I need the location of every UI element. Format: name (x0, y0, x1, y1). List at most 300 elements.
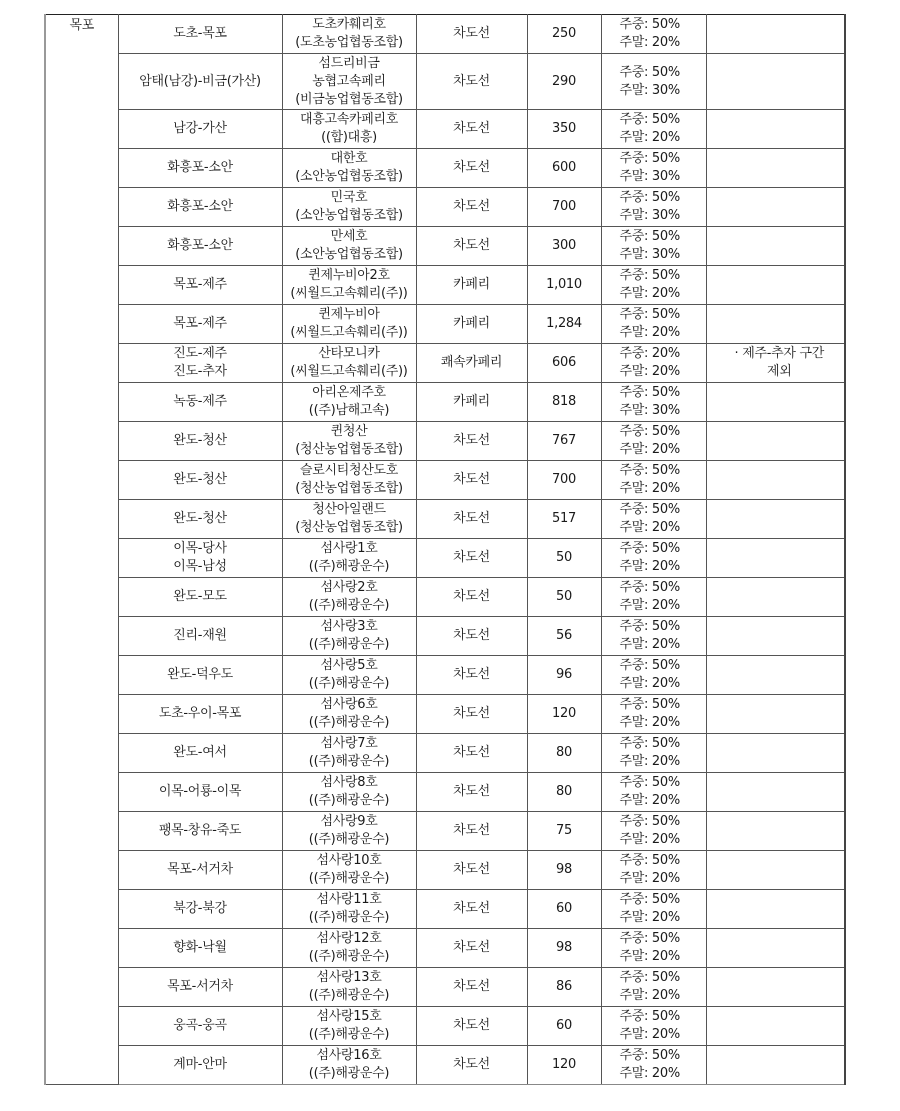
vessel-cell-line: 섬사랑3호 (320, 619, 378, 634)
route-cell (118, 227, 282, 266)
vessel-type-cell: 차도선 (416, 734, 527, 773)
vessel-cell-line: 섬사랑13호 (316, 970, 382, 985)
vessel-cell (282, 110, 416, 149)
route-cell-line: 이목-남성 (173, 559, 227, 574)
note-cell (706, 734, 845, 773)
table-row (45, 266, 845, 305)
vessel-cell-line: 섬드리비금 (318, 55, 380, 71)
region-cell: 목포 (45, 15, 118, 1085)
route-cell (118, 188, 282, 227)
vessel-cell-line: 퀸제누비아2호 (308, 268, 390, 283)
tonnage-cell: 250 (527, 15, 601, 54)
vessel-cell (282, 1046, 416, 1085)
tonnage-cell: 700 (527, 188, 601, 227)
discount-cell-line: 주말: 20% (619, 598, 680, 613)
note-cell (706, 773, 845, 812)
table-row (45, 1046, 845, 1085)
tonnage-cell: 767 (527, 422, 601, 461)
vessel-cell (282, 188, 416, 227)
vessel-cell-line: 대한호 (330, 151, 368, 166)
discount-cell (601, 305, 706, 344)
discount-cell-line: 주말: 20% (619, 676, 680, 691)
vessel-cell-line: ((주)해광운수) (308, 559, 390, 574)
route-cell (118, 149, 282, 188)
discount-cell (601, 1007, 706, 1046)
discount-cell-line: 주말: 20% (619, 325, 680, 340)
route-cell-line: 진도-추자 (173, 364, 227, 379)
tonnage-cell: 818 (527, 383, 601, 422)
table-row (45, 383, 845, 422)
table-row (45, 188, 845, 227)
discount-cell-line: 주말: 20% (619, 832, 680, 847)
note-cell (706, 15, 845, 54)
discount-cell-line: 주중: 50% (619, 268, 680, 283)
vessel-cell-line: (도초농업협동조합) (295, 35, 403, 50)
discount-cell-line: 주중: 50% (619, 580, 680, 595)
vessel-cell-line: 섬사랑8호 (320, 775, 378, 790)
vessel-cell (282, 1007, 416, 1046)
table-row (45, 578, 845, 617)
discount-cell-line: 주말: 30% (619, 169, 680, 184)
route-cell-line: 계마-안마 (173, 1057, 227, 1072)
vessel-cell-line: ((주)해광운수) (308, 598, 390, 613)
table-row (45, 461, 845, 500)
vessel-cell-line: 섬사랑16호 (316, 1048, 382, 1063)
vessel-type-cell: 차도선 (416, 773, 527, 812)
vessel-cell (282, 734, 416, 773)
route-cell-line: 이목-당사 (173, 541, 227, 556)
vessel-cell-line: ((주)해광운수) (308, 1066, 390, 1081)
vessel-type-cell: 차도선 (416, 656, 527, 695)
discount-cell-line: 주말: 20% (619, 559, 680, 574)
vessel-cell-line: 섬사랑9호 (320, 814, 378, 829)
tonnage-cell: 290 (527, 54, 601, 110)
table-row (45, 15, 845, 54)
vessel-type-cell: 카페리 (416, 383, 527, 422)
vessel-cell-line: 섬사랑12호 (316, 931, 382, 946)
route-cell (118, 929, 282, 968)
discount-cell-line: 주중: 50% (619, 151, 680, 166)
vessel-cell-line: ((주)해광운수) (308, 910, 390, 925)
discount-cell-line: 주중: 50% (619, 1009, 680, 1024)
discount-cell-line: 주말: 20% (619, 442, 680, 457)
tonnage-cell: 600 (527, 149, 601, 188)
vessel-cell-line: ((주)해광운수) (308, 715, 390, 730)
vessel-cell-line: 대흥고속카페리호 (299, 112, 399, 127)
table-row (45, 773, 845, 812)
route-cell-line: 웅곡-웅곡 (173, 1018, 227, 1033)
tonnage-cell: 86 (527, 968, 601, 1007)
discount-cell (601, 617, 706, 656)
vessel-cell-line: 민국호 (330, 190, 368, 205)
discount-cell (601, 149, 706, 188)
table-row (45, 1007, 845, 1046)
vessel-cell (282, 383, 416, 422)
vessel-cell (282, 812, 416, 851)
vessel-type-cell: 차도선 (416, 812, 527, 851)
tonnage-cell: 606 (527, 344, 601, 383)
note-cell (706, 851, 845, 890)
discount-cell-line: 주말: 30% (619, 208, 680, 223)
vessel-cell (282, 578, 416, 617)
note-cell (706, 305, 845, 344)
note-cell (706, 266, 845, 305)
route-cell (118, 383, 282, 422)
note-cell (706, 1007, 845, 1046)
discount-cell-line: 주말: 20% (619, 35, 680, 50)
vessel-cell-line: ((주)해광운수) (308, 949, 390, 964)
route-cell-line: 진리-재원 (173, 628, 227, 643)
route-cell-line: 완도-청산 (173, 433, 227, 448)
vessel-cell (282, 617, 416, 656)
tonnage-cell: 60 (527, 890, 601, 929)
tonnage-cell: 120 (527, 1046, 601, 1085)
tonnage-cell: 120 (527, 695, 601, 734)
vessel-cell-line: ((주)해광운수) (308, 871, 390, 886)
discount-cell-line: 주말: 20% (619, 520, 680, 535)
note-cell (706, 383, 845, 422)
vessel-cell-line: (청산농업협동조합) (295, 481, 403, 496)
vessel-cell (282, 149, 416, 188)
discount-cell-line: 주말: 30% (619, 247, 680, 262)
discount-cell (601, 422, 706, 461)
vessel-cell (282, 851, 416, 890)
vessel-type-cell: 카페리 (416, 266, 527, 305)
vessel-cell (282, 890, 416, 929)
route-cell (118, 968, 282, 1007)
vessel-type-cell: 차도선 (416, 851, 527, 890)
route-cell-line: 목포-제주 (173, 316, 227, 331)
note-cell-line: 제외 (766, 364, 792, 379)
discount-cell-line: 주중: 50% (619, 970, 680, 985)
note-cell (706, 929, 845, 968)
note-cell (706, 539, 845, 578)
discount-cell (601, 656, 706, 695)
vessel-type-cell: 차도선 (416, 890, 527, 929)
vessel-cell-line: 퀸청산 (330, 424, 368, 439)
discount-cell-line: 주중: 50% (619, 385, 680, 400)
table-row (45, 812, 845, 851)
table-body (45, 15, 845, 1085)
discount-cell-line: 주말: 20% (619, 364, 680, 379)
route-cell-line: 팽목-창유-죽도 (158, 823, 242, 838)
tonnage-cell: 80 (527, 773, 601, 812)
tonnage-cell: 517 (527, 500, 601, 539)
vessel-cell (282, 422, 416, 461)
discount-cell-line: 주말: 20% (619, 988, 680, 1003)
route-cell-line: 이목-어룡-이목 (158, 784, 242, 799)
tonnage-cell: 56 (527, 617, 601, 656)
vessel-cell (282, 54, 416, 110)
route-cell-line: 완도-모도 (173, 589, 227, 604)
discount-cell-line: 주말: 20% (619, 130, 680, 145)
vessel-cell-line: ((합)대흥) (321, 130, 377, 145)
discount-cell-line: 주중: 50% (619, 619, 680, 634)
note-cell (706, 578, 845, 617)
route-cell-line: 완도-청산 (173, 511, 227, 526)
note-cell (706, 227, 845, 266)
note-cell (706, 344, 845, 383)
vessel-cell (282, 695, 416, 734)
route-cell-line: 화흥포-소안 (167, 199, 233, 214)
tonnage-cell: 350 (527, 110, 601, 149)
vessel-type-cell: 차도선 (416, 15, 527, 54)
note-cell (706, 968, 845, 1007)
discount-cell-line: 주말: 20% (619, 949, 680, 964)
discount-cell-line: 주말: 20% (619, 871, 680, 886)
discount-cell-line: 주중: 50% (619, 541, 680, 556)
route-cell (118, 110, 282, 149)
vessel-cell-line: (소안농업협동조합) (295, 247, 403, 262)
vessel-type-cell: 차도선 (416, 227, 527, 266)
vessel-cell-line: 섬사랑6호 (320, 697, 378, 712)
discount-cell-line: 주중: 20% (619, 346, 680, 361)
vessel-cell-line: 섬사랑7호 (320, 736, 378, 751)
vessel-cell (282, 305, 416, 344)
table-row (45, 656, 845, 695)
route-cell (118, 851, 282, 890)
discount-cell-line: 주중: 50% (619, 931, 680, 946)
route-cell-line: 남강-가산 (173, 121, 227, 136)
discount-cell-line: 주말: 20% (619, 754, 680, 769)
route-cell (118, 890, 282, 929)
route-cell (118, 656, 282, 695)
vessel-type-cell: 차도선 (416, 149, 527, 188)
discount-cell (601, 890, 706, 929)
vessel-cell-line: (소안농업협동조합) (295, 208, 403, 223)
vessel-cell-line: 섬사랑1호 (320, 541, 378, 556)
vessel-cell (282, 656, 416, 695)
vessel-cell-line: ((주)해광운수) (308, 754, 390, 769)
discount-cell-line: 주말: 30% (619, 82, 680, 98)
route-cell-line: 화흥포-소안 (167, 160, 233, 175)
discount-cell-line: 주말: 20% (619, 481, 680, 496)
vessel-cell-line: 퀸제누비아 (318, 307, 380, 322)
route-cell (118, 812, 282, 851)
discount-cell (601, 1046, 706, 1085)
discount-cell-line: 주말: 20% (619, 1027, 680, 1042)
discount-cell-line: 주중: 50% (619, 112, 680, 127)
vessel-cell-line: 만세호 (330, 229, 368, 244)
note-cell (706, 812, 845, 851)
tonnage-cell: 50 (527, 539, 601, 578)
note-cell (706, 422, 845, 461)
vessel-type-cell: 차도선 (416, 617, 527, 656)
discount-cell-line: 주말: 20% (619, 715, 680, 730)
route-cell (118, 266, 282, 305)
discount-cell (601, 734, 706, 773)
vessel-cell-line: 농협고속페리 (312, 73, 386, 89)
route-cell-line: 목포-제주 (173, 277, 227, 292)
table-row (45, 54, 845, 110)
table-row (45, 149, 845, 188)
vessel-type-cell: 쾌속카페리 (416, 344, 527, 383)
vessel-type-cell: 차도선 (416, 54, 527, 110)
route-cell-line: 완도-덕우도 (167, 667, 233, 682)
discount-cell (601, 188, 706, 227)
vessel-cell (282, 968, 416, 1007)
vessel-type-cell: 차도선 (416, 422, 527, 461)
vessel-cell-line: (청산농업협동조합) (295, 442, 403, 457)
route-cell (118, 500, 282, 539)
discount-cell-line: 주중: 50% (619, 736, 680, 751)
vessel-cell-line: (씨월드고속훼리(주)) (290, 364, 408, 379)
discount-cell (601, 383, 706, 422)
discount-cell-line: 주중: 50% (619, 463, 680, 478)
route-cell (118, 773, 282, 812)
vessel-cell (282, 344, 416, 383)
vessel-cell-line: ((주)해광운수) (308, 676, 390, 691)
tonnage-cell: 98 (527, 851, 601, 890)
tonnage-cell: 300 (527, 227, 601, 266)
discount-cell (601, 851, 706, 890)
discount-cell (601, 968, 706, 1007)
vessel-cell (282, 266, 416, 305)
vessel-type-cell: 차도선 (416, 461, 527, 500)
route-cell-line: 암태(남강)-비금(가산) (139, 73, 261, 89)
vessel-cell-line: 섬사랑2호 (320, 580, 378, 595)
discount-cell (601, 266, 706, 305)
route-cell (118, 578, 282, 617)
tonnage-cell: 96 (527, 656, 601, 695)
note-cell (706, 110, 845, 149)
discount-cell-line: 주중: 50% (619, 64, 680, 80)
note-cell (706, 656, 845, 695)
route-cell (118, 461, 282, 500)
route-cell-line: 북강-북강 (173, 901, 227, 916)
tonnage-cell: 700 (527, 461, 601, 500)
route-cell-line: 향화-낙월 (173, 940, 227, 955)
note-cell (706, 188, 845, 227)
route-cell-line: 완도-청산 (173, 472, 227, 487)
route-cell (118, 305, 282, 344)
tonnage-cell: 1,010 (527, 266, 601, 305)
route-cell (118, 539, 282, 578)
discount-cell (601, 539, 706, 578)
discount-cell (601, 929, 706, 968)
discount-cell (601, 461, 706, 500)
discount-cell-line: 주말: 20% (619, 637, 680, 652)
discount-cell-line: 주중: 50% (619, 17, 680, 32)
vessel-type-cell: 차도선 (416, 1007, 527, 1046)
vessel-cell-line: (청산농업협동조합) (295, 520, 403, 535)
table-row (45, 851, 845, 890)
vessel-cell (282, 929, 416, 968)
note-cell (706, 461, 845, 500)
note-cell (706, 890, 845, 929)
discount-cell (601, 227, 706, 266)
tonnage-cell: 75 (527, 812, 601, 851)
vessel-type-cell: 차도선 (416, 695, 527, 734)
note-cell (706, 695, 845, 734)
vessel-cell-line: 아리온제주호 (312, 385, 386, 400)
tonnage-cell: 60 (527, 1007, 601, 1046)
discount-cell (601, 812, 706, 851)
route-cell-line: 목포-서거차 (167, 862, 233, 877)
vessel-cell-line: ((주)해광운수) (308, 832, 390, 847)
vessel-cell-line: (비금농업협동조합) (295, 91, 403, 107)
route-cell (118, 344, 282, 383)
table-row (45, 890, 845, 929)
route-cell-line: 화흥포-소안 (167, 238, 233, 253)
vessel-cell-line: 섬사랑5호 (320, 658, 378, 673)
vessel-cell-line: (소안농업협동조합) (295, 169, 403, 184)
route-cell-line: 목포-서거차 (167, 979, 233, 994)
vessel-type-cell: 차도선 (416, 500, 527, 539)
route-cell-line: 진도-제주 (173, 346, 227, 361)
discount-cell-line: 주중: 50% (619, 424, 680, 439)
vessel-cell (282, 461, 416, 500)
discount-cell (601, 344, 706, 383)
route-cell (118, 734, 282, 773)
vessel-type-cell: 카페리 (416, 305, 527, 344)
vessel-cell-line: (씨월드고속훼리(주)) (290, 325, 408, 340)
vessel-cell (282, 539, 416, 578)
vessel-cell-line: ((주)해광운수) (308, 988, 390, 1003)
discount-cell-line: 주중: 50% (619, 697, 680, 712)
vessel-type-cell: 차도선 (416, 968, 527, 1007)
tonnage-cell: 80 (527, 734, 601, 773)
tonnage-cell: 1,284 (527, 305, 601, 344)
discount-cell-line: 주중: 50% (619, 892, 680, 907)
vessel-type-cell: 차도선 (416, 1046, 527, 1085)
discount-cell-line: 주중: 50% (619, 775, 680, 790)
vessel-cell-line: ((주)해광운수) (308, 1027, 390, 1042)
route-cell (118, 617, 282, 656)
discount-cell (601, 773, 706, 812)
discount-cell (601, 15, 706, 54)
note-cell (706, 617, 845, 656)
discount-cell (601, 500, 706, 539)
vessel-type-cell: 차도선 (416, 539, 527, 578)
table-row (45, 734, 845, 773)
table-row (45, 617, 845, 656)
route-cell (118, 1007, 282, 1046)
table-row (45, 227, 845, 266)
table-row (45, 500, 845, 539)
ferry-fare-discount-table (44, 14, 846, 1085)
route-cell-line: 도초-목포 (173, 26, 227, 41)
discount-cell-line: 주말: 30% (619, 403, 680, 418)
vessel-cell-line: 산타모니카 (318, 346, 380, 361)
discount-cell-line: 주말: 20% (619, 793, 680, 808)
vessel-cell (282, 773, 416, 812)
vessel-type-cell: 차도선 (416, 188, 527, 227)
discount-cell-line: 주중: 50% (619, 658, 680, 673)
vessel-cell-line: 도초카훼리호 (312, 17, 386, 32)
table-row (45, 968, 845, 1007)
route-cell (118, 1046, 282, 1085)
vessel-cell-line: ((주)남해고속) (308, 403, 390, 418)
note-cell (706, 1046, 845, 1085)
table-row (45, 305, 845, 344)
discount-cell-line: 주중: 50% (619, 502, 680, 517)
vessel-cell (282, 227, 416, 266)
discount-cell (601, 578, 706, 617)
table-row (45, 344, 845, 383)
discount-cell-line: 주중: 50% (619, 229, 680, 244)
discount-cell-line: 주중: 50% (619, 1048, 680, 1063)
tonnage-cell: 50 (527, 578, 601, 617)
note-cell-line: · 제주-추자 구간 (734, 346, 824, 361)
route-cell (118, 695, 282, 734)
vessel-cell-line: 섬사랑10호 (316, 853, 382, 868)
discount-cell-line: 주중: 50% (619, 307, 680, 322)
route-cell (118, 15, 282, 54)
discount-cell (601, 695, 706, 734)
route-cell-line: 완도-여서 (173, 745, 227, 760)
vessel-type-cell: 차도선 (416, 929, 527, 968)
